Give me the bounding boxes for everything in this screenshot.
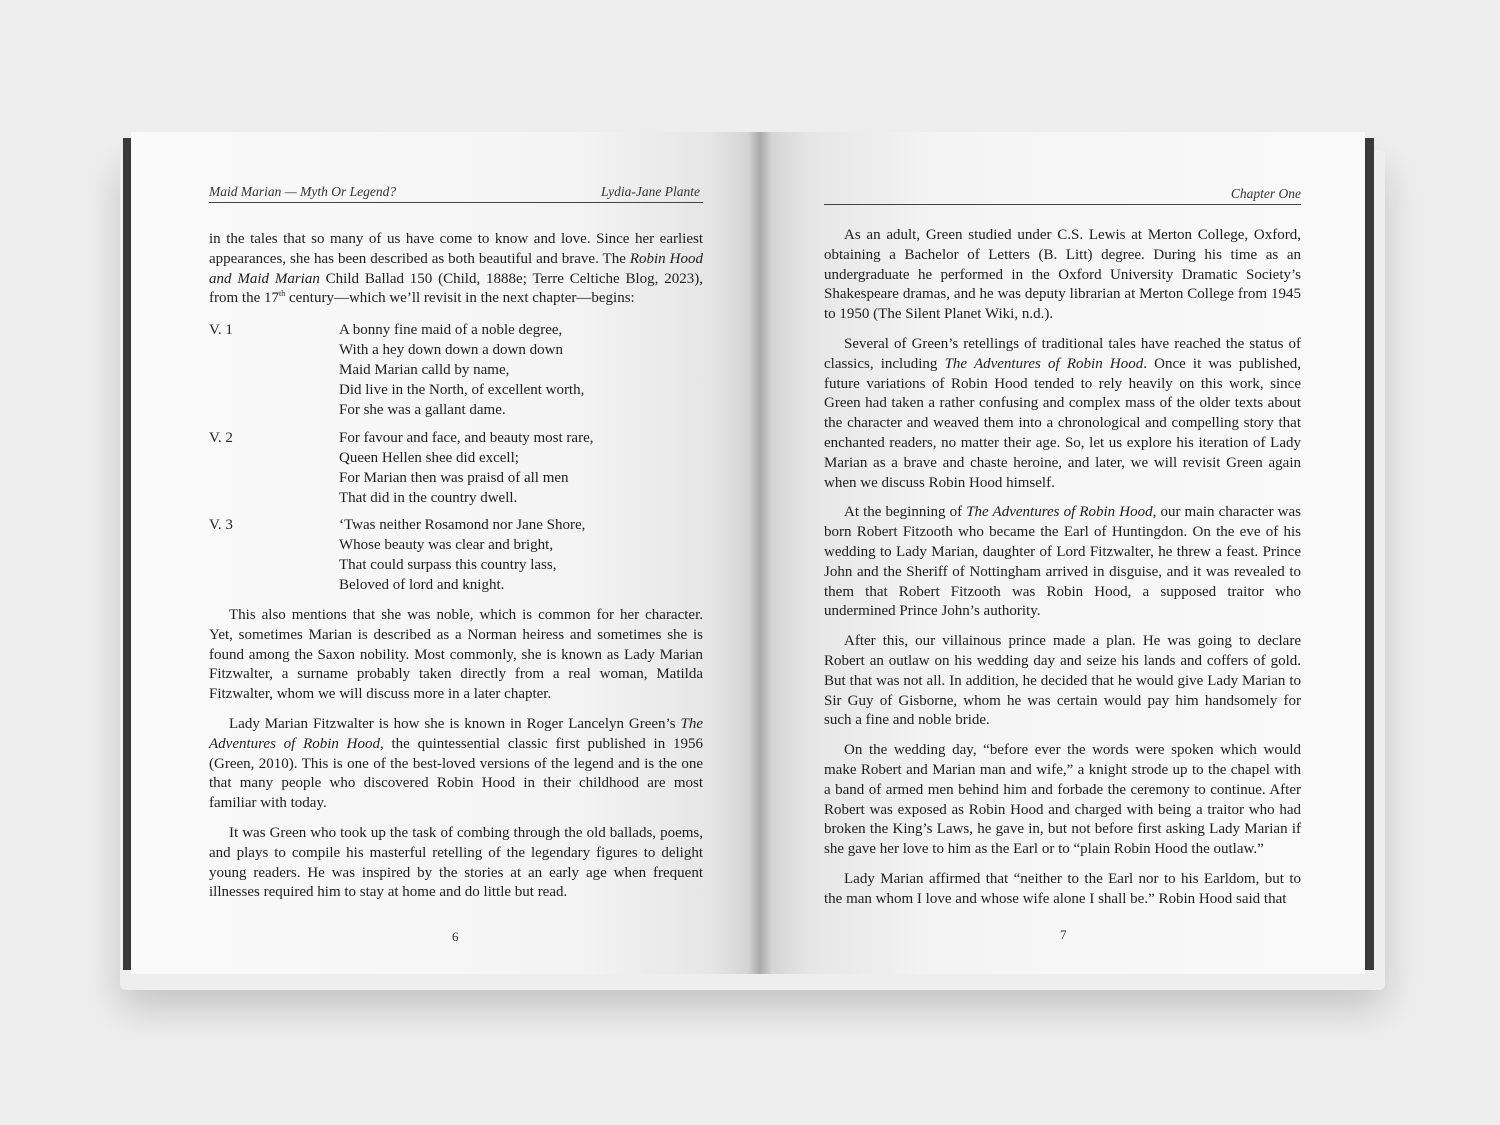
running-header-chapter: Chapter One	[1230, 186, 1301, 201]
book-title: The Adventures of Robin Hood	[966, 504, 1153, 521]
verse-1	[339, 320, 584, 420]
header-rule	[824, 204, 1301, 205]
right-page	[760, 132, 1365, 974]
verse-line: Maid Marian calld by name,	[339, 362, 510, 378]
book-gutter	[748, 132, 772, 974]
paragraph	[824, 335, 1301, 493]
verse-line: For Marian then was praisd of all men	[339, 470, 569, 486]
verse-label-1: V. 1	[209, 322, 233, 338]
paragraph: As an adult, Green studied under C.S. Lewis at Merton College, Oxford, obtaining a Bachelor of Letters (B. Litt) degree. During his time as an undergraduate he performed in the Oxford University Dramatic Society’s Shakespeare dramas, and he was deputy librarian at Merton College from 1945 to 1950 (The Silent Planet Wiki, n.d.).	[824, 227, 1301, 323]
verse-line: Beloved of lord and knight.	[339, 577, 505, 593]
verse-line: For she was a gallant dame.	[339, 402, 506, 418]
paragraph: It was Green who took up the task of combing through the old ballads, poems, and plays to compile his masterful retelling of the legendary figures to delight young readers. He was inspired by the stories at an early age when frequent illnesses required him to stay at home and do little but read.	[209, 824, 703, 901]
body-text-right	[824, 226, 1301, 910]
page-number: 6	[452, 929, 459, 944]
paragraph: On the wedding day, “before ever the words were spoken which would make Robert and Marian man and wife,” a knight strode up to the chapel with a band of armed men behind him and forbade the ceremony to continue. After Robert was exposed as Robin Hood and charged with being a traitor who had broken the King’s Laws, he gave in, but not before first asking Lady Marian if she gave her love to him as the Earl or to “plain Robin Hood the outlaw.”	[824, 742, 1301, 858]
verse-line: With a hey down down a down down	[339, 342, 563, 358]
text-run: Several of Green’s retellings of traditional tales have reached the status of classics, including	[824, 335, 1301, 372]
ballad-title: Robin Hood and Maid Marian	[209, 250, 703, 287]
running-header-author: Lydia-Jane Plante	[601, 184, 700, 199]
verse-line: That could surpass this country lass,	[339, 557, 557, 573]
left-page	[131, 132, 760, 974]
page-number: 7	[1060, 927, 1067, 942]
paragraph	[824, 503, 1301, 622]
intro-text-2: Child Ballad 150 (Child, 1888e; Terre Celtiche Blog, 2023), from the 17	[209, 270, 703, 307]
verse-line: Did live in the North, of excellent worth,	[339, 382, 585, 398]
verse-line: For favour and face, and beauty most rare,	[339, 430, 594, 446]
intro-text: in the tales that so many of us have come to know and love. Since her earliest appearances, she has been described as both beautiful and brave. The	[209, 231, 703, 267]
book-title: The Adventures of Robin Hood	[944, 355, 1144, 372]
ordinal-superscript: th	[278, 289, 286, 299]
paragraph: Lady Marian affirmed that “neither to the Earl nor to his Earldom, but to the man whom I love and whose wife alone I shall be.” Robin Hood said that	[824, 870, 1301, 907]
intro-text-3: century—which we’ll revisit in the next chapter—begins:	[285, 290, 635, 307]
text-run: At the beginning of	[844, 504, 967, 521]
intro-paragraph	[209, 230, 703, 309]
text-run: Lady Marian Fitzwalter is how she is known in Roger Lancelyn Green’s	[229, 715, 681, 732]
text-run: , the quintessential classic first published in 1956 (Green, 2010). This is one of the best-loved versions of the legend and is the one that many people who discovered Robin Hood in their childhood are most familiar with today.	[209, 735, 703, 812]
verse-3	[339, 515, 585, 595]
text-run: . Once it was published, future variations of Robin Hood tended to rely heavily on this work, since Green had taken a rather confusing and complex mass of the older texts about the character and weaved them into a chronological and compelling story that enchanted readers, no matter their age. So, let us explore his iteration of Lady Marian as a brave and chaste heroine, and later, we will revisit Green again when we discuss Robin Hood himself.	[824, 355, 1301, 491]
verse-2	[339, 428, 593, 508]
header-rule	[209, 202, 703, 203]
body-text-left	[209, 606, 703, 903]
paragraph	[209, 715, 703, 814]
verse-line: A bonny fine maid of a noble degree,	[339, 322, 563, 338]
verse-line: Queen Hellen shee did excell;	[339, 450, 519, 466]
text-run: , our main character was born Robert Fitzooth who became the Earl of Huntingdon. On the eve of his wedding to Lady Marian, daughter of Lord Fitzwalter, he threw a feast. Prince John and the Sheriff of Nottingham arrived in disguise, and it was revealed to them that Robert Fitzooth was Robin Hood, a supposed traitor who undermined Prince John’s authority.	[824, 504, 1301, 620]
paragraph: This also mentions that she was noble, which is common for her character. Yet, sometimes Marian is described as a Norman heiress and sometimes she is found among the Saxon nobility. Most commonly, she is known as Lady Marian Fitzwalter, a surname probably taken directly from a real woman, Matilda Fitzwalter, whom we will discuss more in a later chapter.	[209, 607, 703, 703]
book-title: The Adventures of Robin Hood	[209, 715, 703, 752]
running-header-title: Maid Marian — Myth Or Legend?	[209, 184, 397, 199]
verse-label-2: V. 2	[209, 430, 233, 446]
paragraph: After this, our villainous prince made a plan. He was going to declare Robert an outlaw on his wedding day and seize his lands and coffers of gold. But that was not all. In addition, he decided that he would give Lady Marian to Sir Guy of Gisborne, whom he was certain would pay him handsomely for such a fine and noble bride.	[824, 633, 1301, 729]
verse-label-3: V. 3	[209, 517, 233, 533]
verse-line: That did in the country dwell.	[339, 490, 518, 506]
verse-line: ‘Twas neither Rosamond nor Jane Shore,	[339, 517, 586, 533]
verse-line: Whose beauty was clear and bright,	[339, 537, 554, 553]
